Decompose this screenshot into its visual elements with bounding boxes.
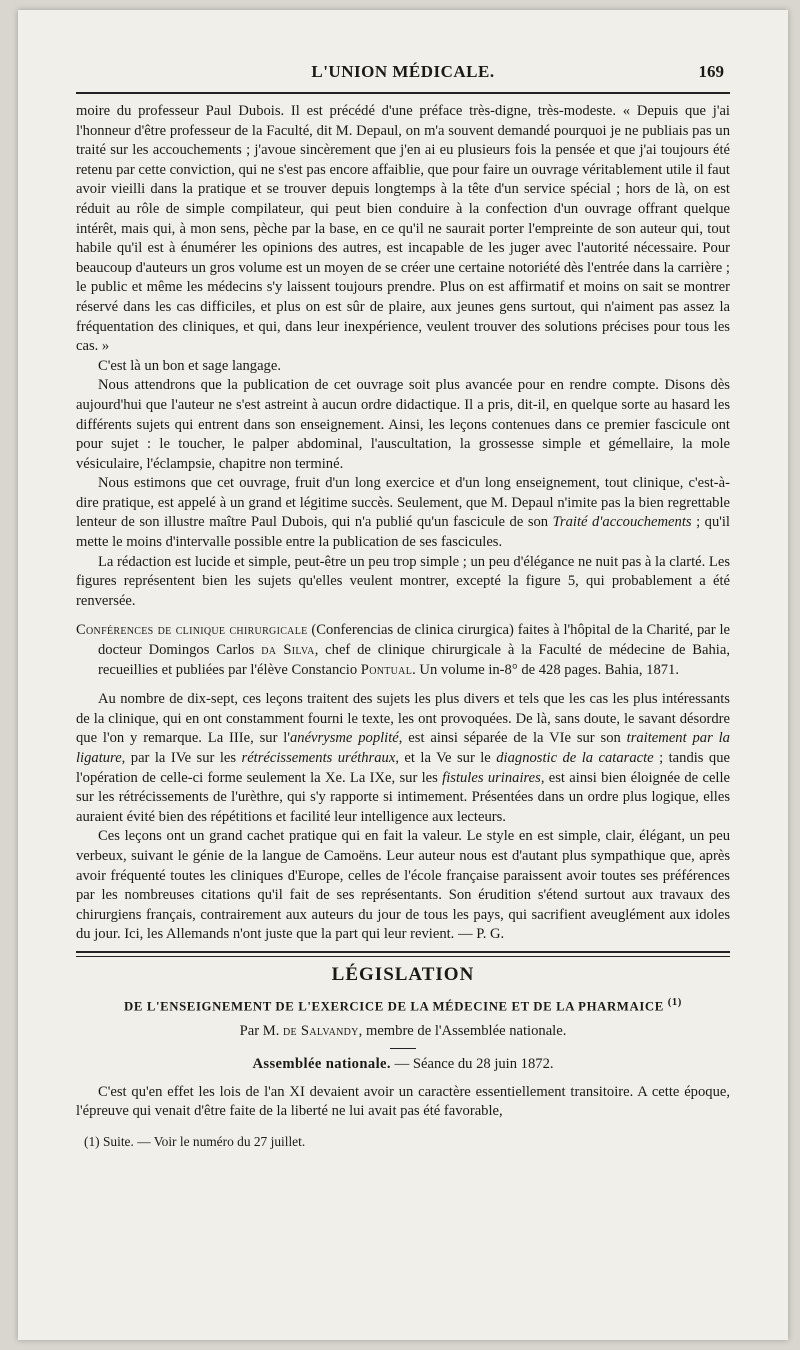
footnote: (1) Suite. — Voir le numéro du 27 juillet.: [84, 1133, 306, 1149]
paragraph-comment: C'est là un bon et sage langage.: [98, 357, 281, 374]
article-heading: DE L'ENSEIGNEMENT DE L'EXERCICE DE LA MÉDECINE ET DE LA PHARMAICE $^{(1)}$: [124, 996, 682, 1013]
editor-name-pontual: Pontual: [360, 661, 413, 678]
session-line: Assemblée nationale. — Séance du 28 juin 1872.: [252, 1055, 554, 1072]
footnote-ref: (1): [667, 996, 682, 1008]
page-number: 169: [698, 62, 724, 81]
conferences-title: Conférences de clinique chirurgicale: [76, 622, 308, 639]
paragraph-lessons-style: Ces leçons ont un grand cachet pratique qui en fait la valeur. Le style en est simple, clair, élégant, un peu verbeux, suivant le génie de la langue de Camoëns. Leur auteur nous est d'autant plus sympathique que, après avoir fréquenté toutes les cliniques d'Europe, celles de l'école française paraissent avoir toutes ses préférences par les nombreuses citations qu'il fait de ses représentants. Son érudition s'étend surtout aux travaux des chirurgiens français, contrairement aux auteurs du jour de tous les pays, qui sacrifient aveuglément aux idoles du jour. Ici, les Allemands n'ont juste que la part qui leur revient. — P. G.: [76, 828, 730, 943]
author-name-silva: da Silva: [261, 642, 315, 659]
journal-title: L'UNION MÉDICALE.: [311, 62, 495, 81]
short-divider: [390, 1048, 416, 1049]
section-double-rule: [76, 951, 730, 957]
page: [18, 10, 788, 1340]
section-title-legislation: LÉGISLATION: [331, 963, 475, 985]
paragraph-lessons-order: Au nombre de dix-sept, ces leçons traitent des sujets les plus divers et tels que les cas les plus intéressants de la clinique, qui en ont constamment fourni le texte, les ont provoquées. De là, sans doute, le savant désordre que l'on y remarque. La IIIe, sur l'anévrysme poplité, est ainsi séparée de la VIe sur son traitement par la ligature, par la IVe sur les rétrécissements uréthraux, et la Ve sur le diagnostic de la cataracte ; tandis que l'opération de celle-ci forme seulement la Xe. La IXe, sur les fistules urinaires, est ainsi bien éloignée de celle sur les rétrécissements de l'urèthre, qui s'y rapporte si intimement. Présentées dans un ordre plus logique, elles auraient évité bien des répétitions et facilité leur intelligence aux lecteurs.: [76, 691, 731, 825]
paragraph-redaction: La rédaction est lucide et simple, peut-être un peu trop simple ; un peu d'élégance ne nuit pas à la clarté. Les figures représentent bien les sujets qu'elles veulent montrer, excepté la figure 5, qui probablement a été renversée.: [76, 553, 730, 609]
article-author: Par M. de Salvandy, membre de l'Assemblée nationale.: [239, 1023, 567, 1040]
header-rule: [76, 92, 730, 94]
body-text: [76, 102, 730, 1151]
book-title-italic: Traité d'accouchements: [552, 514, 692, 531]
paragraph-estimate: Nous estimons que cet ouvrage, fruit d'un long exercice et d'un long enseignement, tout clinique, c'est-à-dire pratique, est appelé à un grand et légitime succès. Seulement, que M. Depaul n'imite pas la bien regrettable lenteur de son illustre maître Paul Dubois, qui n'a publié qu'un fascicule de son Traité d'accouchements ; qu'il mette le moins d'intervalle possible entre la publication de ses fascicules.: [76, 475, 730, 551]
paragraph-pending-review: Nous attendrons que la publication de cet ouvrage soit plus avancée pour en rendre compte. Disons dès aujourd'hui que l'auteur ne s'est astreint à aucun ordre didactique. Il a pris, dit-il, en quelque sorte au hasard les différents sujets qui entrent dans son enseignement. Ainsi, les leçons contenues dans ce premier fascicule ont pour sujet : le toucher, le palper abdominal, l'auscultation, la grossesse simple et gémellaire, la mole vésiculaire, l'éclampsie, chapitre non terminé.: [76, 377, 730, 472]
running-head: [76, 62, 730, 88]
paragraph-law-an-xi: C'est qu'en effet les lois de l'an XI devaient avoir un caractère essentiellement transitoire. A cette époque, l'épreuve qui venait d'être faite de la liberté ne lui avait pas été favorable,: [76, 1083, 730, 1120]
conferences-heading: Conférences de clinique chirurgicale (Conferencias de clinica cirurgica) faites à l'hôpital de la Charité, par le docteur Domingos Carlos da Silva, chef de clinique chirurgicale à la Faculté de médecine de Bahia, recueillies et publiées par l'élève Constancio Pontual. Un volume in-8° de 428 pages. Bahia, 1871.: [76, 622, 730, 678]
paragraph-preface-quote: moire du professeur Paul Dubois. Il est précédé d'une préface très-digne, très-modeste. « Depuis que j'ai l'honneur d'être professeur de la Faculté, dit M. Depaul, on m'a souvent demandé pourquoi je ne publiais pas un traité sur les accouchements ; j'avoue sincèrement que j'en ai eu plusieurs fois la pensée et que j'ai toujours été retenu par cette conviction, qui ne s'est pas encore affaiblie, que pour faire un ouvrage véritablement utile il faut avoir vieilli dans la pratique et se trouver depuis longtemps à la tête d'un service spécial ; hors de là, on est réduit au rôle de simple compilateur, qui peut bien conduire à la confection d'un ouvrage offrant quelque intérêt, mais qui, à mon sens, pèche par la base, en ce qu'il ne saurait porter l'empreinte de son auteur qui, tout habile qu'il est à énumérer les opinions des autres, est incapable de les juger avec l'autorité nécessaire. Pour beaucoup d'auteurs un gros volume est un moyen de se créer une certaine notoriété dès l'entrée dans la carrière ; le public et même les médecins s'y laissent toujours prendre. Plus on est affirmatif et moins on sait se montrer réservé dans les cas difficiles, et plus on est sûr de plaire, aux jeunes gens surtout, qui n'aiment pas assez la fréquentation des cliniques, et qui, dans leur inexpérience, veulent trouver des solutions précises pour tous les cas. »: [76, 103, 730, 355]
